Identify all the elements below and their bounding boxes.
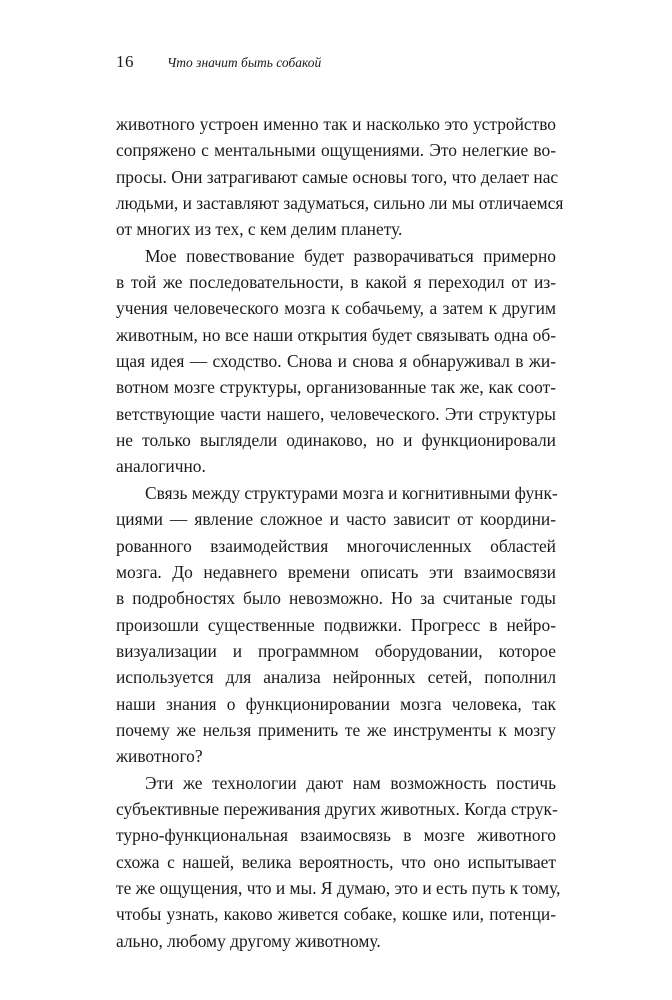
text-line: схожа с нашей, велика вероятность, что оно испытывает bbox=[116, 851, 556, 872]
text-line: сопряжено с ментальными ощущениями. Это нелегкие во- bbox=[116, 140, 556, 161]
text-line: просы. Они затрагивают самые основы того, что делает нас bbox=[116, 166, 559, 187]
body-text bbox=[116, 111, 564, 954]
text-line: животного? bbox=[116, 746, 203, 767]
text-line: турно-функциональная взаимосвязь в мозге животного bbox=[116, 825, 556, 846]
text-line: те же ощущения, что и мы. Я думаю, это и есть путь к тому, bbox=[116, 877, 561, 898]
text-line: вотном мозге структуры, организованные так же, как соот- bbox=[116, 377, 556, 398]
text-line: циями — явление сложное и часто зависит от координи- bbox=[116, 509, 556, 530]
text-line: ветствующие части нашего, человеческого. Эти структуры bbox=[116, 403, 556, 424]
text-line: не только выглядели одинаково, но и функционировали bbox=[116, 430, 556, 451]
running-title: Что значит быть собакой bbox=[167, 55, 322, 70]
text-line: животного устроен именно так и насколько это устройство bbox=[116, 114, 556, 134]
text-line: в той же последовательности, в какой я переходил от из- bbox=[116, 272, 556, 293]
text-line: Мое повествование будет разворачиваться примерно bbox=[145, 245, 556, 266]
running-head bbox=[116, 52, 321, 76]
text-line: Эти же технологии дают нам возможность постичь bbox=[145, 772, 556, 793]
text-line: в подробностях было невозможно. Но за считаные годы bbox=[116, 588, 556, 609]
text-line: мозга. До недавнего времени описать эти взаимосвязи bbox=[116, 561, 556, 582]
text-line: почему же нельзя применить те же инструменты к мозгу bbox=[116, 719, 556, 740]
text-line: визуализации и программном оборудовании, которое bbox=[116, 640, 556, 661]
text-line: людьми, и заставляют задуматься, сильно ли мы отличаемся bbox=[116, 193, 564, 214]
text-line: щая идея — сходство. Снова и снова я обнаруживал в жи- bbox=[116, 351, 556, 372]
text-line: рованного взаимодействия многочисленных областей bbox=[116, 535, 556, 556]
text-line: субъективные переживания других животных. Когда струк- bbox=[116, 798, 558, 819]
page-number: 16 bbox=[116, 52, 134, 71]
text-line: учения человеческого мозга к собачьему, а затем к другим bbox=[116, 298, 556, 319]
text-line: от многих из тех, с кем делим планету. bbox=[116, 219, 403, 240]
text-line: произошли существенные подвижки. Прогресс в нейро- bbox=[116, 614, 556, 635]
text-line: ально, любому другому животному. bbox=[116, 930, 381, 951]
text-line: наши знания о функционировании мозга человека, так bbox=[116, 693, 556, 714]
text-line: животным, но все наши открытия будет связывать одна об- bbox=[116, 324, 556, 345]
text-line: используется для анализа нейронных сетей, пополнил bbox=[116, 667, 556, 688]
text-line: Связь между структурами мозга и когнитивными функ- bbox=[145, 482, 558, 503]
text-line: чтобы узнать, каково живется собаке, кошке или, потенци- bbox=[116, 904, 556, 925]
text-line: аналогично. bbox=[116, 456, 206, 477]
